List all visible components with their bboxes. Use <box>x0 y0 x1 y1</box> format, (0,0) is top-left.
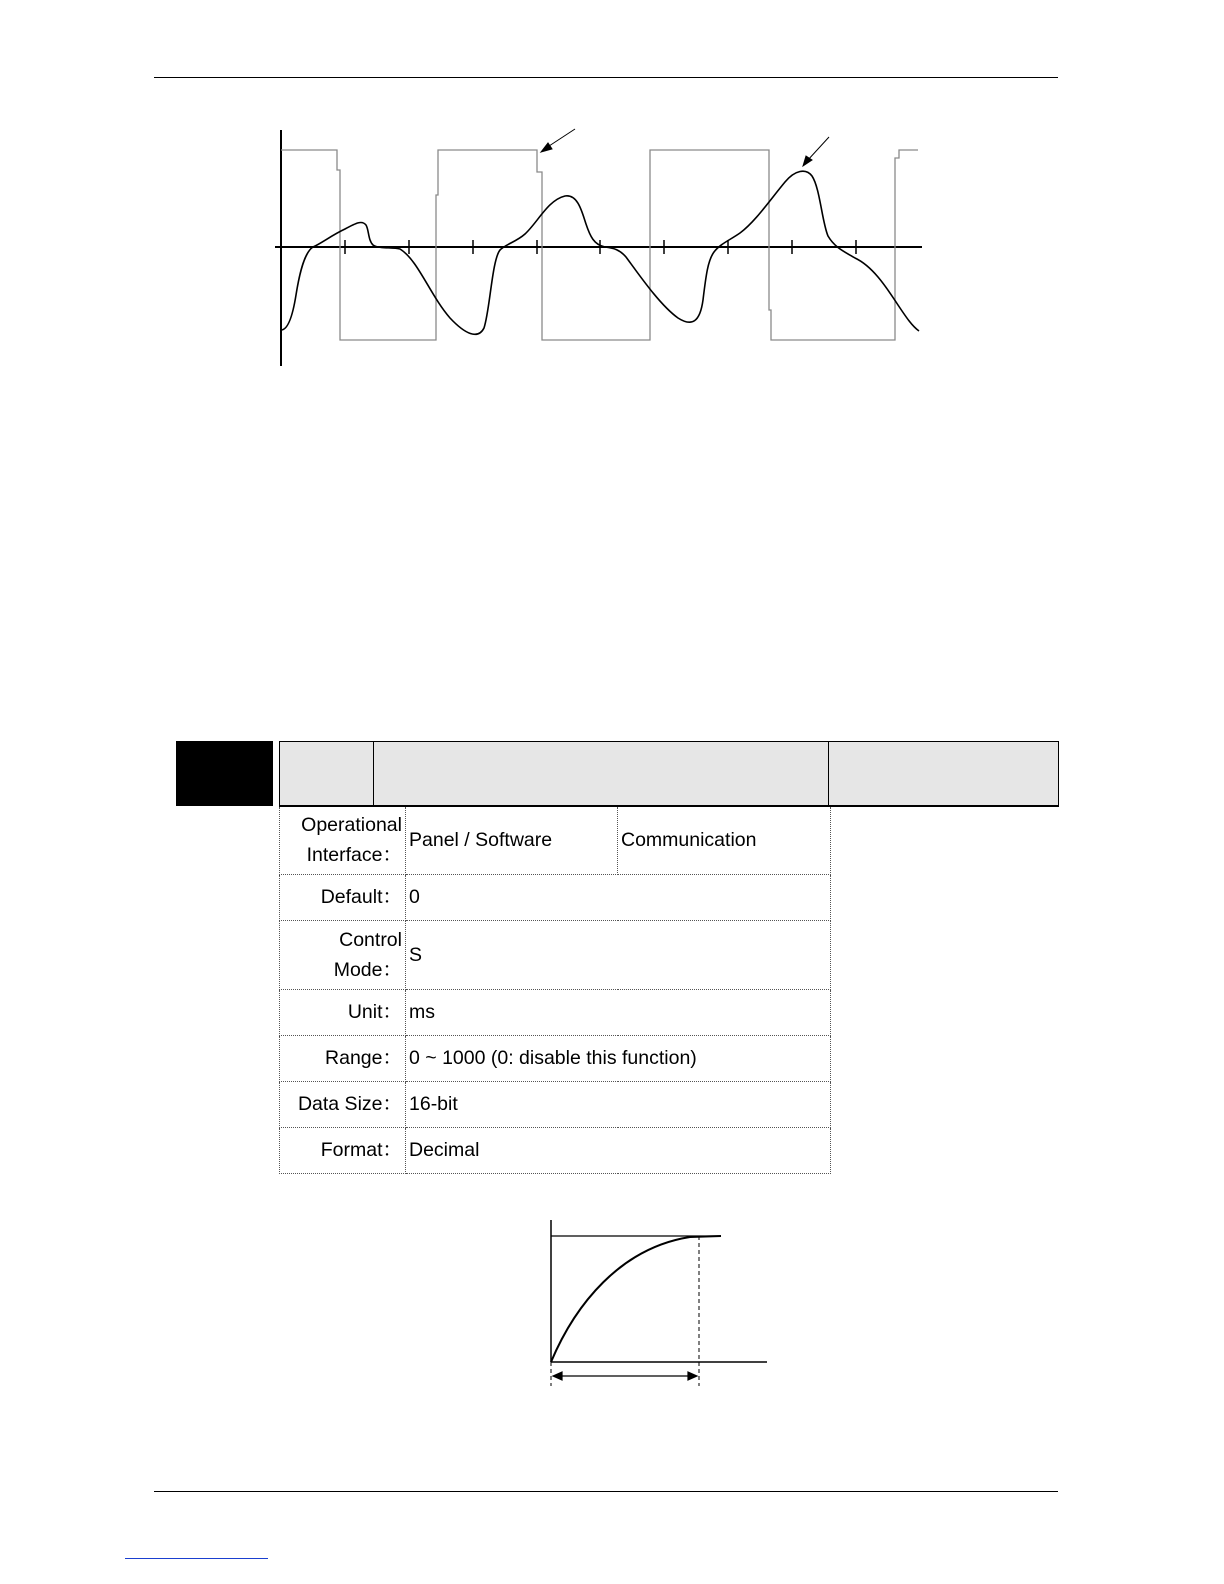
label-default: Default： <box>280 874 406 920</box>
value-control-mode: S <box>406 920 831 989</box>
value-range: 0 ~ 1000 (0: disable this function) <box>406 1035 831 1081</box>
label-line: Mode： <box>333 958 402 981</box>
row-default <box>280 874 831 920</box>
label-operational-interface <box>280 807 406 874</box>
label-line: Interface： <box>306 844 402 867</box>
row-operational-interface <box>280 807 831 874</box>
parameter-name-cell-left <box>279 741 374 807</box>
footer-rule <box>154 1491 1058 1492</box>
value-default: 0 <box>406 874 831 920</box>
parameter-address-cell <box>828 741 1059 807</box>
label-format: Format： <box>280 1127 406 1173</box>
row-control-mode <box>280 920 831 989</box>
value-panel-software: Panel / Software <box>406 807 618 874</box>
row-format <box>280 1127 831 1173</box>
tc-rise-curve <box>551 1236 721 1362</box>
label-control-mode <box>280 920 406 989</box>
label-line: Control <box>339 928 402 951</box>
value-unit: ms <box>406 989 831 1035</box>
parameter-code-box <box>176 741 273 806</box>
value-communication: Communication <box>618 807 831 874</box>
arrow-annotation-1 <box>541 129 575 152</box>
row-unit <box>280 989 831 1035</box>
label-line: Operational <box>301 814 402 837</box>
arrow-annotation-2 <box>803 137 829 166</box>
value-data-size: 16-bit <box>406 1081 831 1127</box>
row-data-size <box>280 1081 831 1127</box>
tc-duration-arrow <box>553 1372 697 1380</box>
parameter-name-cell <box>373 741 829 807</box>
parameter-table <box>279 807 831 1174</box>
waveform-diagram <box>0 0 1224 400</box>
value-format: Decimal <box>406 1127 831 1173</box>
label-unit: Unit： <box>280 989 406 1035</box>
row-range <box>280 1035 831 1081</box>
label-range: Range： <box>280 1035 406 1081</box>
bottom-link-underline[interactable] <box>125 1558 268 1559</box>
label-data-size: Data Size： <box>280 1081 406 1127</box>
